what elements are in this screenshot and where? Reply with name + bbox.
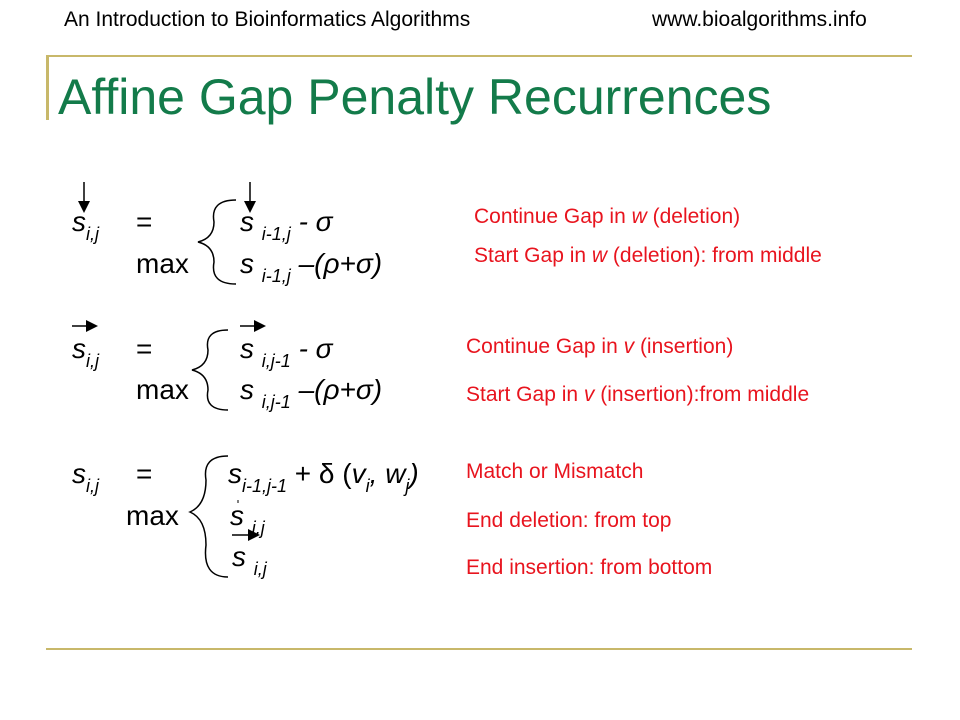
- equals-sign: =: [136, 458, 153, 489]
- lhs-term: $s_{i,j}$: [72, 458, 99, 496]
- annotation-note: Match or Mismatch: [466, 460, 644, 483]
- left-brace-icon: [190, 456, 228, 577]
- max-operator: max: [136, 248, 189, 279]
- recurrence-term: s $_{i-1,j}$ –(ρ+σ): [240, 248, 383, 286]
- annotation-note: Start Gap in w (deletion): from middle: [474, 244, 822, 267]
- left-brace-icon: [198, 200, 236, 284]
- equals-sign: =: [136, 206, 153, 237]
- recurrence-term: $s_{i-1,j-1} + \delta$ ($v_i$, $w_j$): [228, 458, 419, 496]
- left-brace-icon: [192, 330, 228, 410]
- max-operator: max: [136, 374, 189, 405]
- recurrence-term: s $_{i,j-1}$ - σ: [240, 333, 333, 371]
- annotation-note: Continue Gap in w (deletion): [474, 205, 741, 228]
- recurrence-term: s $_{i-1,j}$ - σ: [240, 206, 333, 244]
- max-operator: max: [126, 500, 179, 531]
- lhs-term: $s_{i,j}$: [72, 206, 99, 244]
- equals-sign: =: [136, 333, 153, 364]
- annotation-note: End deletion: from top: [466, 509, 672, 532]
- recurrence-term: s $_{i,j}$: [232, 541, 267, 579]
- lhs-term: $s_{i,j}$: [72, 333, 99, 371]
- annotation-note: End insertion: from bottom: [466, 556, 713, 579]
- header-website: www.bioalgorithms.info: [652, 8, 867, 31]
- slide-title: Affine Gap Penalty Recurrences: [58, 69, 772, 125]
- annotation-note: Continue Gap in v (insertion): [466, 335, 734, 358]
- header-course-title: An Introduction to Bioinformatics Algorithms: [64, 8, 471, 31]
- recurrence-term: s $_{i,j}$: [230, 500, 265, 538]
- annotation-note: Start Gap in v (insertion):from middle: [466, 383, 810, 406]
- recurrence-term: s $_{i,j-1}$ –(ρ+σ): [240, 374, 383, 412]
